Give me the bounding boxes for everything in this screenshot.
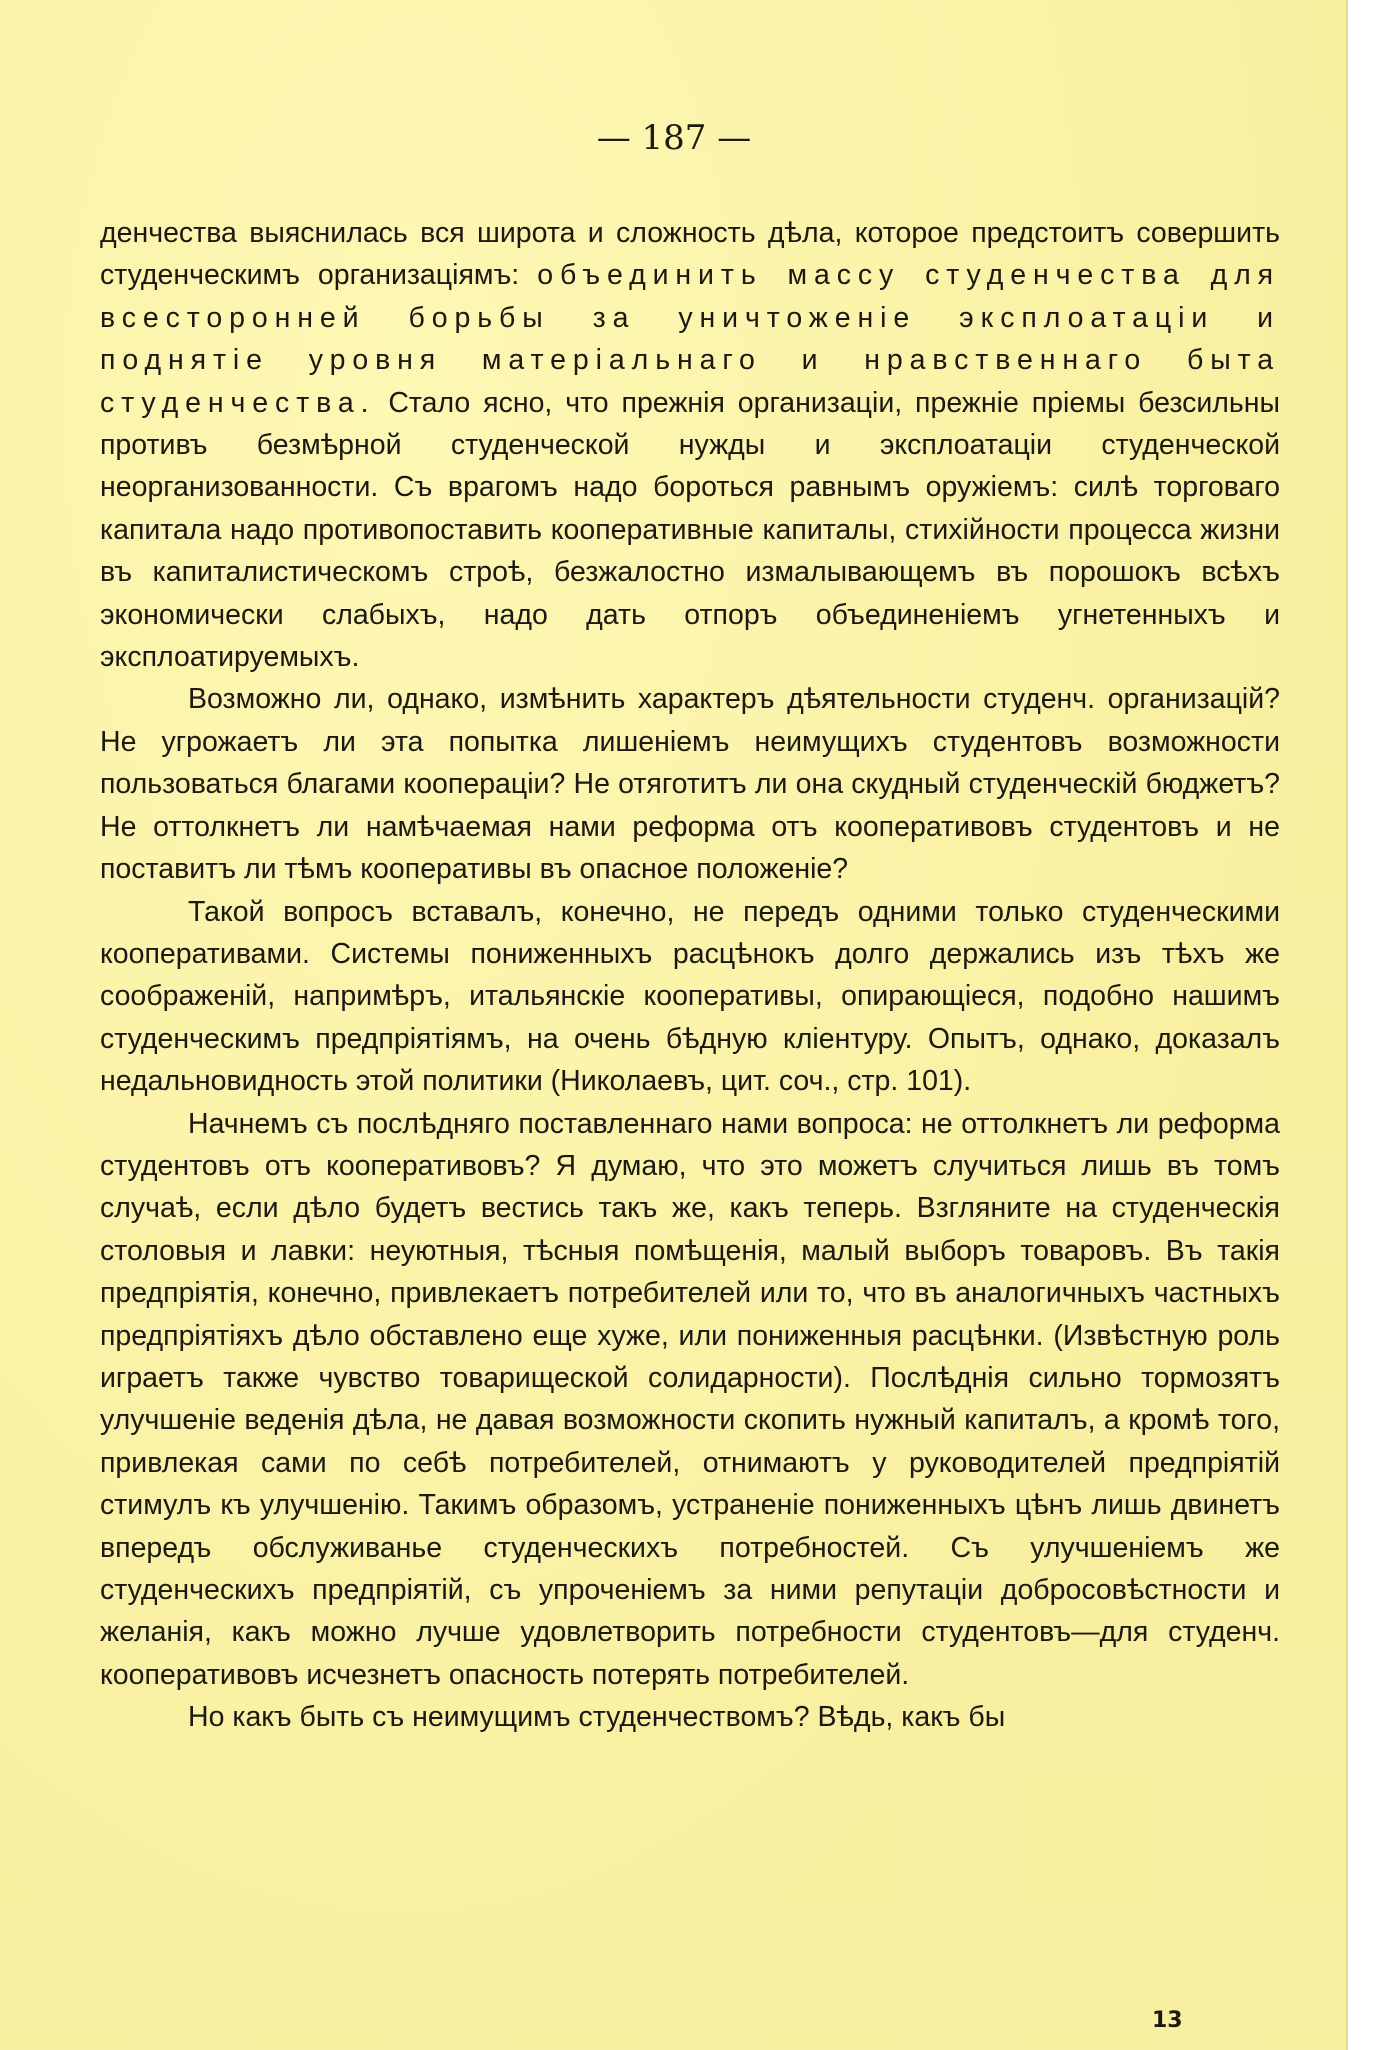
paragraph-1-text-b: Стало ясно, что прежнiя организацiи, прежнiе прiемы безсильны противъ безмѣрной студенческой нужды и эксплоатацiи студенческой неорганизованности. Съ врагомъ надо бороться равнымъ оружiемъ: силѣ торговаго капитала надо противопоставить кооперативные капиталы, стихiйности процесса жизни въ капиталистическомъ строѣ, безжалостно измалывающемъ въ порошокъ всѣхъ экономически слабыхъ, надо дать отпоръ объединенiемъ угнетенныхъ и эксплоатируемыхъ. [100, 386, 1280, 674]
page-body [100, 212, 1280, 1739]
paragraph-4: Начнемъ съ послѣдняго поставленнаго нами вопроса: не оттолкнетъ ли реформа студентовъ отъ кооперативовъ? Я думаю, что это можетъ случиться лишь въ томъ случаѣ, если дѣло будетъ вестись такъ же, какъ теперь. Взгляните на студенческiя столовыя и лавки: неуютныя, тѣсныя помѣщенiя, малый выборъ товаровъ. Въ такiя предпрiятiя, конечно, привлекаетъ потребителей или то, что въ аналогичныхъ частныхъ предпрiятiяхъ дѣло обставлено еще хуже, или пониженныя расцѣнки. (Извѣстную роль играетъ также чувство товарищеской солидарности). Послѣднiя сильно тормозятъ улучшенiе веденiя дѣла, не давая возможности скопить нужный капиталъ, а кромѣ того, привлекая сами по себѣ потребителей, отнимаютъ у руководителей предпрiятiй стимулъ къ улучшенiю. Такимъ образомъ, устраненiе пониженныхъ цѣнъ лишь двинетъ впередъ обслуживанье студенческихъ потребностей. Съ улучшенiемъ же студенческихъ предпрiятiй, съ упроченiемъ за ними репутацiи добросовѣстности и желанiя, какъ можно лучше удовлетворить потребности студентовъ—для студенч. кооперативовъ исчезнетъ опасность потерять потребителей. [100, 1107, 1280, 1691]
paragraph-1 [100, 212, 1280, 678]
paragraph-5: Но какъ быть съ неимущимъ студенчествомъ? Вѣдь, какъ бы [188, 1701, 1006, 1734]
paragraph-1-text-a: денчества выяснилась вся широта и сложность дѣла, которое предстоитъ совершить студенческимъ организацiямъ: [100, 217, 1280, 292]
page-number-top: — 187 — [596, 118, 752, 158]
paragraph-3: Такой вопросъ вставалъ, конечно, не передъ одними только студенческими кооперативами. Системы пониженныхъ расцѣнокъ долго держались изъ тѣхъ же соображенiй, напримѣръ, итальянскiе кооперативы, опирающiеся, подобно нашимъ студенческимъ предпрiятiямъ, на очень бѣдную клiентуру. Опытъ, однако, доказалъ недальновидность этой политики (Николаевъ, цит. соч., стр. 101). [100, 895, 1280, 1098]
paragraph-2: Возможно ли, однако, измѣнить характеръ дѣятельности студенч. организацiй? Не угрожаетъ ли эта попытка лишенiемъ неимущихъ студентовъ возможности пользоваться благами кооперацiи? Не отяготитъ ли она скудный студенческiй бюджетъ? Не оттолкнетъ ли намѣчаемая нами реформа отъ кооперативовъ студентовъ и не поставитъ ли тѣмъ кооперативы въ опасное положенiе? [100, 683, 1280, 886]
signature-mark: 13 [1152, 2008, 1183, 2033]
spaced-emphasis-text: объединить массу студенчества для всесторонней борьбы за уничтоженiе эксплоатацiи и поднятiе уровня матерiальнаго и нравственнаго быта студенчества. [100, 259, 1280, 419]
